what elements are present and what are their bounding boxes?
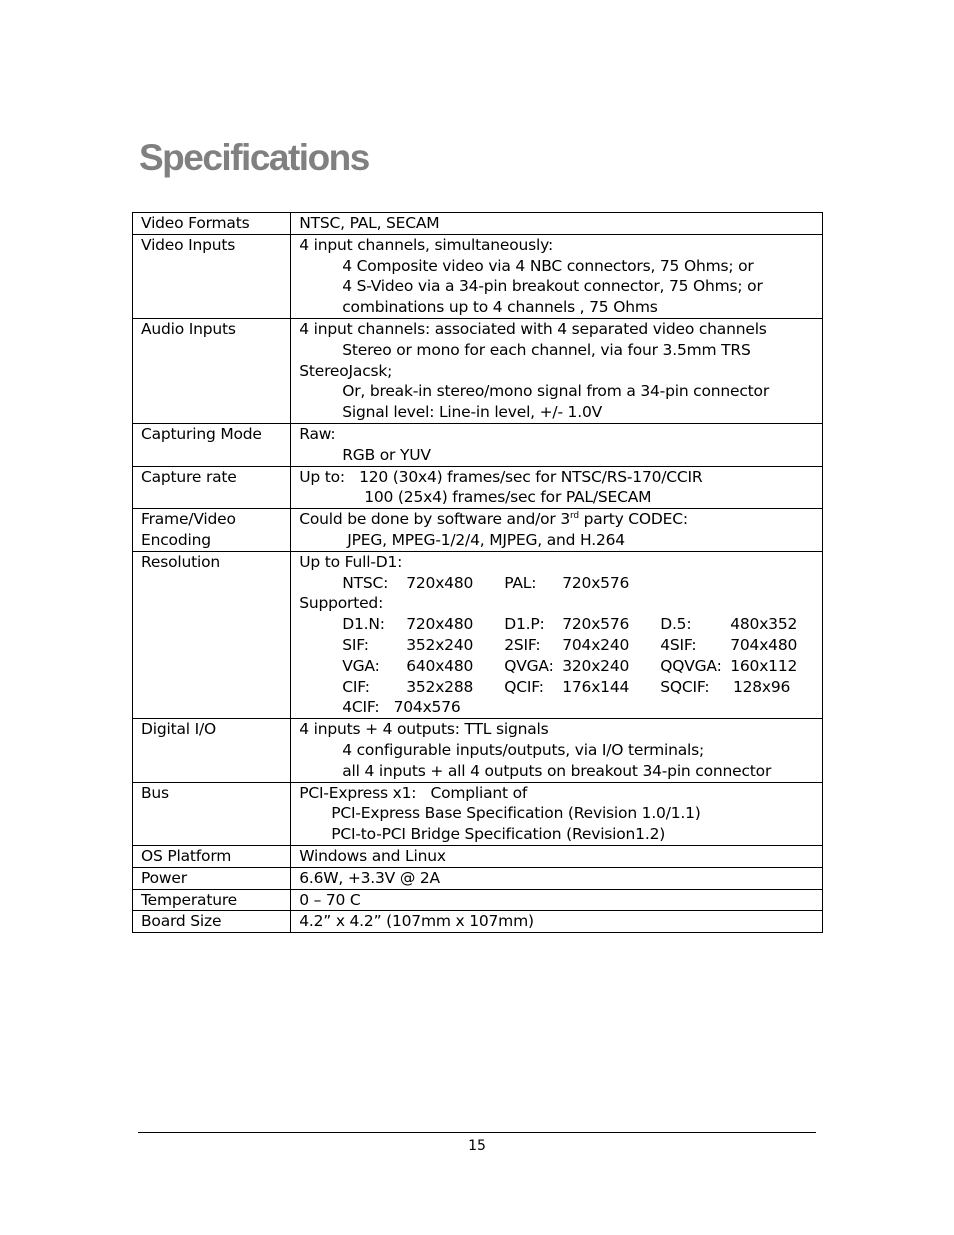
mode-label: QCIF: (504, 677, 544, 696)
mode-value: 720x480 (406, 615, 474, 634)
spec-label: Temperature (133, 889, 291, 911)
mode-value: 176x144 (562, 677, 630, 696)
spec-line: 4 configurable inputs/outputs, via I/O terminals; (342, 740, 705, 759)
spec-line: 4 inputs + 4 outputs: TTL signals (299, 720, 549, 739)
spec-value: NTSC, PAL, SECAM (291, 213, 823, 235)
spec-label-line: Encoding (141, 530, 211, 549)
spec-value: 4.2” x 4.2” (107mm x 107mm) (291, 911, 823, 933)
spec-line: PCI-to-PCI Bridge Specification (Revision1.2) (331, 825, 666, 844)
spec-value: 0 – 70 C (291, 889, 823, 911)
spec-line: 4 Composite video via 4 NBC connectors, 75 Ohms; or (342, 256, 754, 275)
mode-label: 4SIF: (660, 635, 697, 654)
spec-row-capturing-mode (133, 423, 823, 466)
mode-label: VGA: (342, 656, 380, 675)
spec-line: Signal level: Line-in level, +/- 1.0V (342, 403, 603, 422)
mode-label: PAL: (504, 573, 537, 592)
specifications-table (132, 212, 823, 933)
mode-value: 640x480 (406, 656, 474, 675)
spec-label: Power (133, 867, 291, 889)
spec-value: 6.6W, +3.3V @ 2A (291, 867, 823, 889)
footer-divider (138, 1132, 816, 1133)
spec-row-os-platform (133, 845, 823, 867)
spec-line: Stereo or mono for each channel, via four 3.5mm TRS (342, 340, 751, 359)
mode-value: 480x352 (730, 615, 798, 634)
spec-row-temperature (133, 889, 823, 911)
spec-line: StereoJacsk; (299, 361, 393, 380)
spec-line: RGB or YUV (342, 445, 431, 464)
spec-line: Up to Full-D1: (299, 552, 403, 571)
spec-value: Windows and Linux (291, 845, 823, 867)
full-d1-row (299, 573, 818, 594)
resolution-mode-row (299, 635, 818, 656)
spec-row-bus (133, 782, 823, 845)
mode-value: 720x576 (562, 573, 630, 592)
spec-line: 4 input channels: associated with 4 separated video channels (299, 319, 767, 338)
spec-label (133, 509, 291, 552)
spec-line (299, 509, 818, 530)
mode-value: 720x576 (562, 615, 630, 634)
spec-line: Or, break-in stereo/mono signal from a 34-pin connector (342, 382, 770, 401)
mode-label: 2SIF: (504, 635, 541, 654)
mode-value: 352x288 (406, 677, 474, 696)
spec-label: Bus (133, 782, 291, 845)
spec-label-line: Frame/Video (141, 510, 236, 529)
spec-line: 100 (25x4) frames/sec for PAL/SECAM (364, 488, 652, 507)
spec-line: 4 S-Video via a 34-pin breakout connector, 75 Ohms; or (342, 277, 763, 296)
resolution-mode-row (299, 656, 818, 677)
spec-label: Video Inputs (133, 234, 291, 318)
spec-row-capture-rate (133, 466, 823, 509)
spec-value (291, 509, 823, 552)
spec-line: PCI-Express x1: Compliant of (299, 783, 528, 802)
mode-value: 720x480 (406, 573, 474, 592)
mode-label: SQCIF: (660, 677, 710, 696)
spec-row-resolution (133, 551, 823, 718)
spec-value (291, 234, 823, 318)
mode-label: D1.N: (342, 615, 385, 634)
spec-line: Up to: 120 (30x4) frames/sec for NTSC/RS-170/CCIR (299, 467, 703, 486)
mode-label: CIF: (342, 677, 370, 696)
spec-line: all 4 inputs + all 4 outputs on breakout 34-pin connector (342, 761, 772, 780)
mode-value: 704x240 (562, 635, 630, 654)
spec-label: Video Formats (133, 213, 291, 235)
spec-value (291, 782, 823, 845)
spec-row-video-formats (133, 213, 823, 235)
spec-row-video-inputs (133, 234, 823, 318)
spec-row-board-size (133, 911, 823, 933)
mode-label: D1.P: (504, 615, 545, 634)
spec-value (291, 423, 823, 466)
spec-row-power (133, 867, 823, 889)
spec-text: Could be done by software and/or 3 (299, 510, 570, 529)
spec-line: Raw: (299, 424, 336, 443)
spec-line: PCI-Express Base Specification (Revision 1.0/1.1) (331, 804, 701, 823)
spec-line: 4CIF: 704x576 (342, 698, 461, 717)
resolution-mode-row (299, 614, 818, 635)
mode-label: QQVGA: (660, 656, 722, 675)
mode-value: 320x240 (562, 656, 630, 675)
mode-label: D.5: (660, 615, 692, 634)
spec-value (291, 719, 823, 782)
spec-label: Audio Inputs (133, 318, 291, 423)
mode-label: SIF: (342, 635, 369, 654)
spec-value (291, 466, 823, 509)
mode-value: 160x112 (730, 656, 798, 675)
ordinal-suffix: rd (570, 511, 579, 521)
spec-row-frame-video-encoding (133, 509, 823, 552)
spec-value (291, 551, 823, 718)
spec-row-digital-io (133, 719, 823, 782)
spec-row-audio-inputs (133, 318, 823, 423)
resolution-mode-row (299, 677, 818, 698)
mode-value: 128x96 (732, 677, 791, 696)
mode-value: 704x480 (730, 635, 798, 654)
page-title: Specifications (139, 137, 369, 178)
spec-label: Capture rate (133, 466, 291, 509)
spec-text: party CODEC: (578, 510, 688, 529)
spec-line: JPEG, MPEG-1/2/4, MJPEG, and H.264 (347, 530, 625, 549)
mode-value: 352x240 (406, 635, 474, 654)
mode-label: NTSC: (342, 573, 389, 592)
page-number: 15 (468, 1138, 486, 1154)
spec-label: Digital I/O (133, 719, 291, 782)
spec-label: OS Platform (133, 845, 291, 867)
spec-line: combinations up to 4 channels , 75 Ohms (342, 298, 658, 317)
spec-label: Capturing Mode (133, 423, 291, 466)
spec-label: Resolution (133, 551, 291, 718)
mode-label: QVGA: (504, 656, 554, 675)
spec-label: Board Size (133, 911, 291, 933)
spec-line: 4 input channels, simultaneously: (299, 235, 553, 254)
spec-value (291, 318, 823, 423)
spec-line: Supported: (299, 594, 384, 613)
